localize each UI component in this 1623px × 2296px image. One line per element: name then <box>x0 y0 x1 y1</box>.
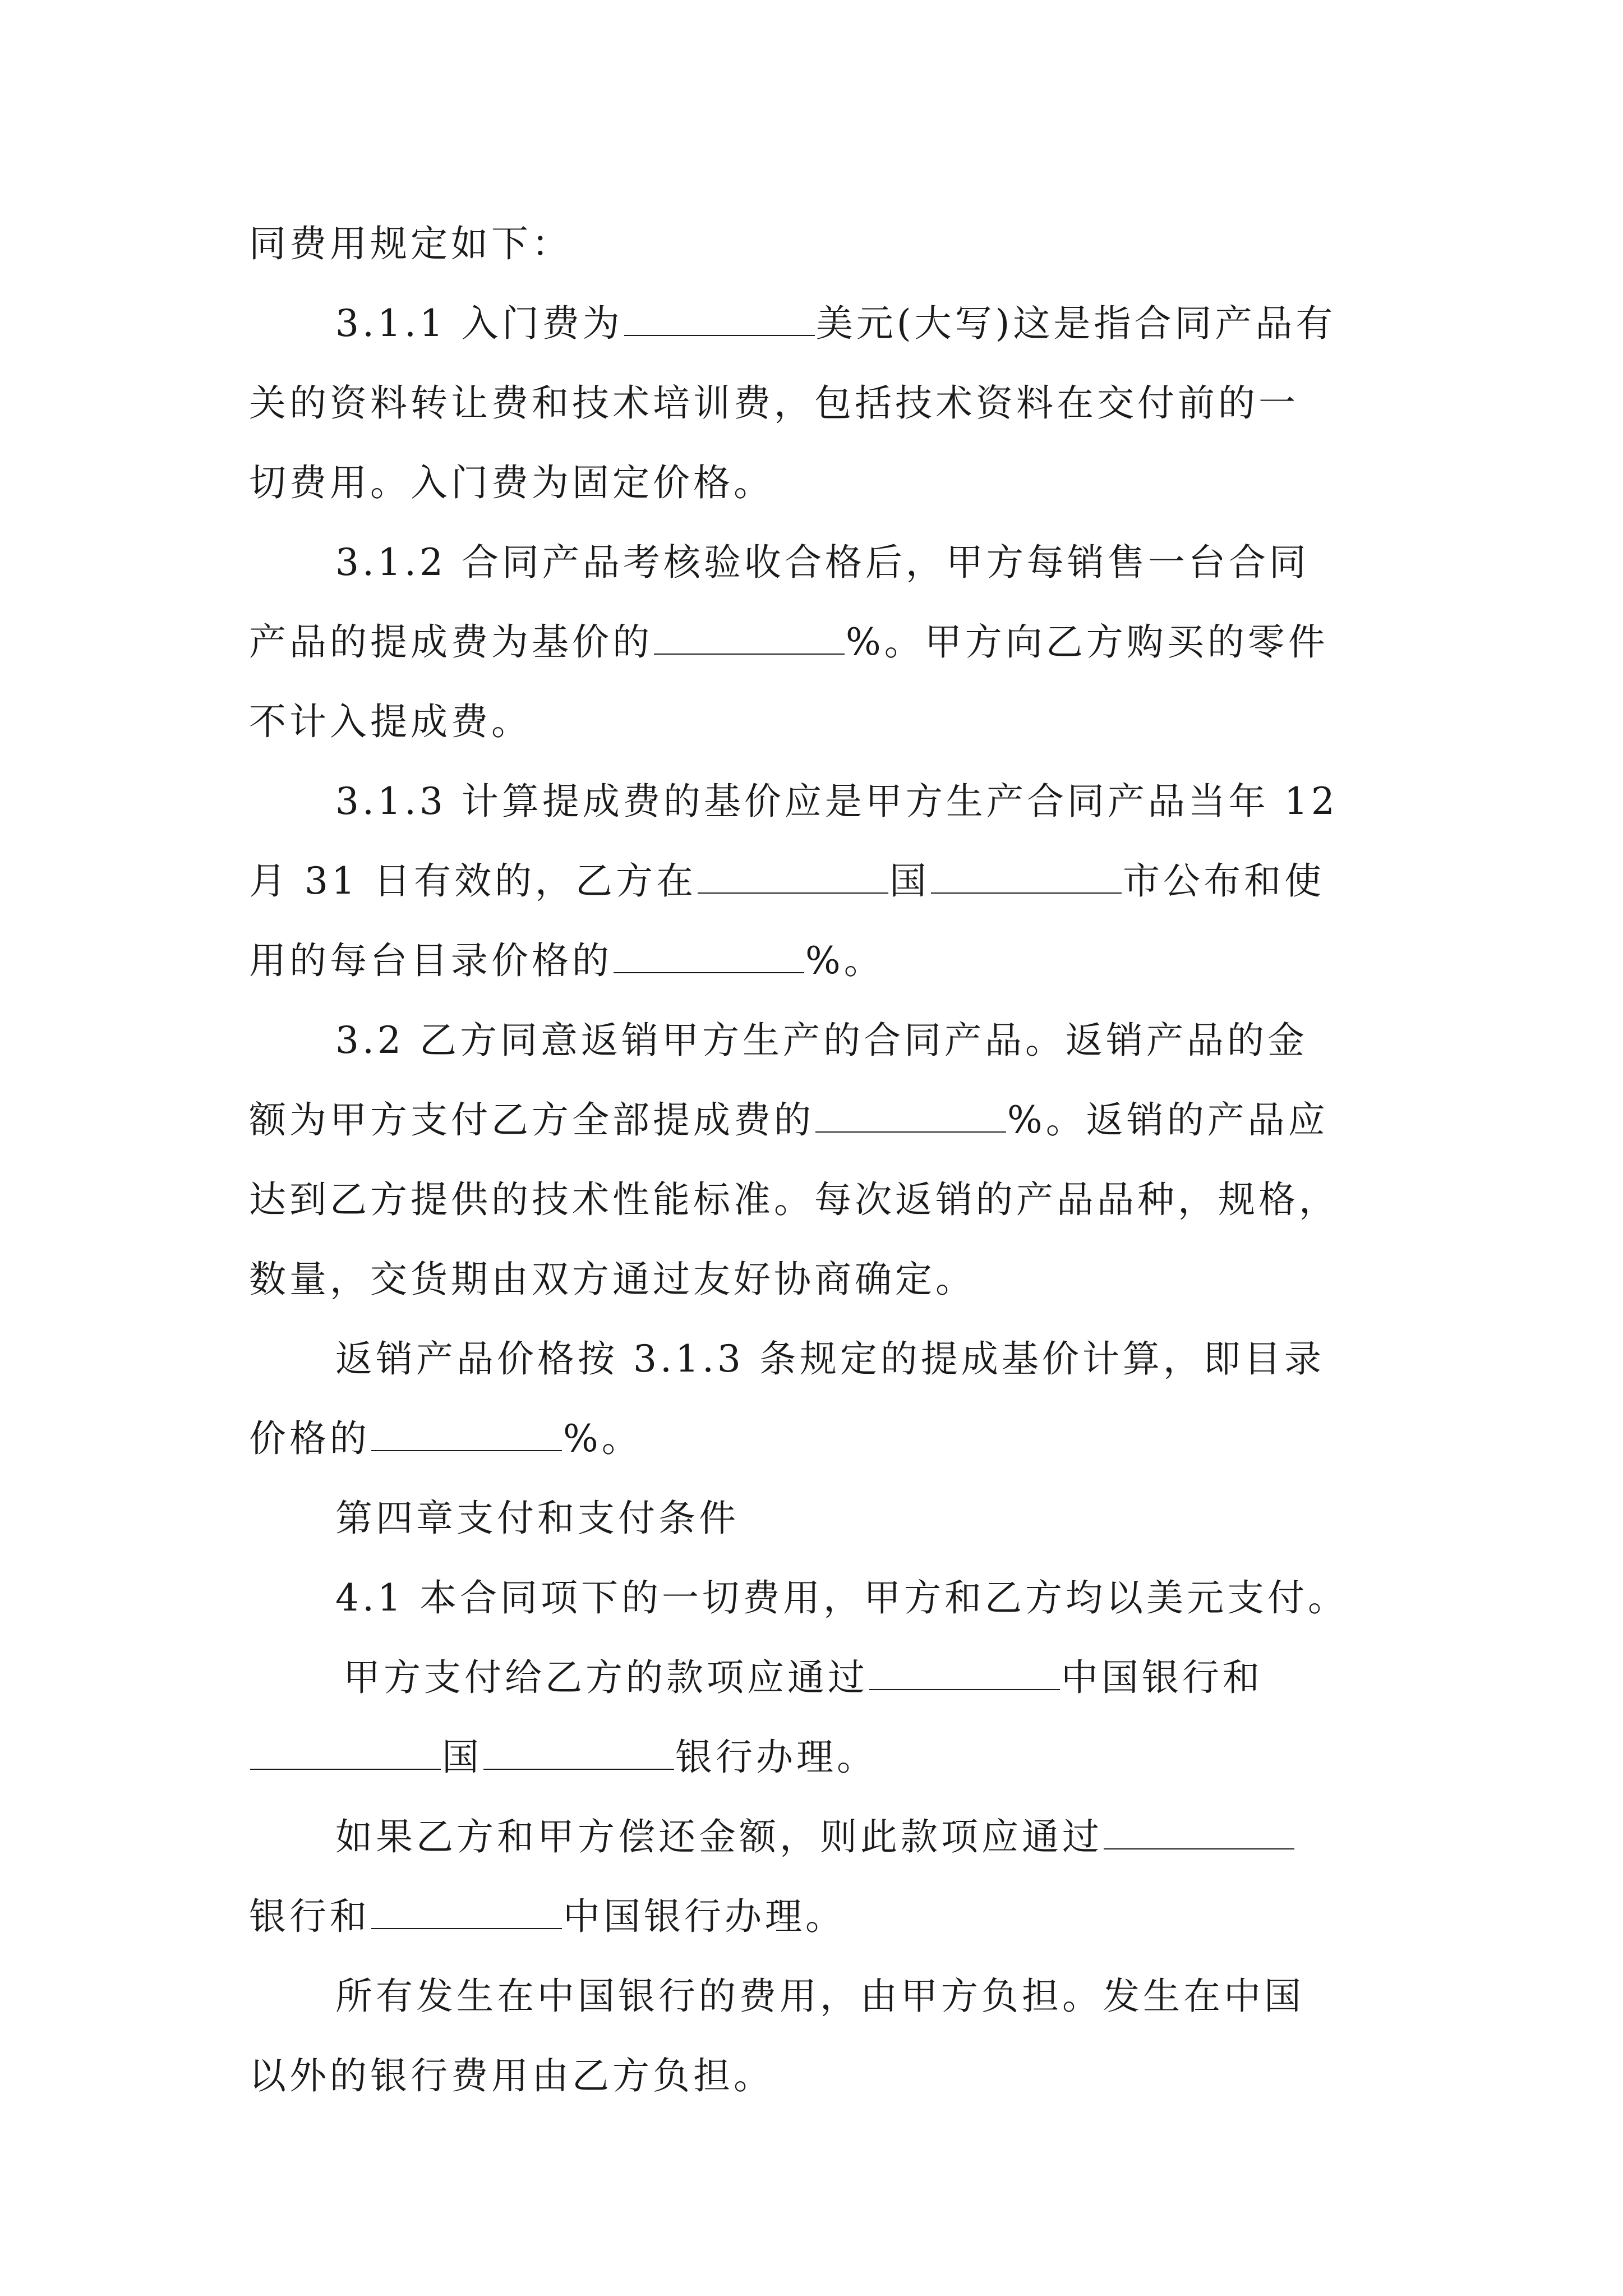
line-23 <box>335 1971 1304 2022</box>
line-4 <box>249 458 774 508</box>
text-segment: 银行办理。 <box>675 1736 877 1779</box>
fill-in-blank <box>624 302 815 336</box>
fill-in-blank <box>931 860 1122 894</box>
line-14 <box>249 1254 976 1305</box>
fill-in-blank <box>654 621 845 655</box>
text-segment: 切费用。入门费为固定价格。 <box>249 461 774 504</box>
line-20 <box>249 1732 877 1783</box>
text-segment: 额为甲方支付乙方全部提成费的 <box>249 1098 814 1142</box>
text-segment: %。返销的产品应 <box>1007 1098 1329 1142</box>
fill-in-blank <box>483 1736 674 1770</box>
text-segment: 美元(大写)这是指合同产品有 <box>815 302 1336 345</box>
text-segment: 市公布和使 <box>1122 859 1325 903</box>
fill-in-blank <box>815 1099 1006 1133</box>
text-segment: 3.2 乙方同意返销甲方生产的合同产品。返销产品的金 <box>335 1019 1308 1062</box>
line-17 <box>335 1493 739 1544</box>
text-segment: 关的资料转让费和技术培训费，包括技术资料在交付前的一 <box>249 381 1299 425</box>
line-3 <box>249 378 1299 429</box>
line-24 <box>249 2051 774 2101</box>
text-segment: 中国银行和 <box>1061 1656 1263 1699</box>
text-segment: 所有发生在中国银行的费用，由甲方负担。发生在中国 <box>335 1975 1304 2018</box>
text-segment: %。 <box>805 939 884 982</box>
line-8 <box>335 776 1338 827</box>
text-segment: 4.1 本合同项下的一切费用，甲方和乙方均以美元支付。 <box>335 1576 1348 1619</box>
text-segment: %。 <box>563 1417 642 1460</box>
line-10 <box>249 936 884 986</box>
text-segment: 3.1.2 合同产品考核验收合格后，甲方每销售一台合同 <box>335 541 1310 584</box>
text-segment: 用的每台目录价格的 <box>249 939 612 982</box>
text-segment: 甲方支付给乙方的款项应通过 <box>343 1656 868 1699</box>
fill-in-blank <box>869 1657 1060 1690</box>
line-22 <box>249 1892 846 1942</box>
text-segment: 价格的 <box>249 1417 370 1460</box>
section-heading: 第四章支付和支付条件 <box>335 1497 739 1540</box>
fill-in-blank <box>1104 1816 1294 1849</box>
text-segment: 3.1.3 计算提成费的基价应是甲方生产合同产品当年 12 <box>335 780 1338 823</box>
line-5 <box>335 537 1310 588</box>
fill-in-blank <box>698 860 888 894</box>
fill-in-blank <box>371 1418 562 1451</box>
line-6 <box>249 617 1329 668</box>
text-segment: 3.1.1 入门费为 <box>335 302 623 345</box>
line-11 <box>335 1015 1308 1066</box>
text-segment: 如果乙方和甲方偿还金额，则此款项应通过 <box>335 1815 1103 1858</box>
line-1 <box>249 219 572 269</box>
line-2 <box>335 298 1336 349</box>
text-segment: 国 <box>442 1736 482 1779</box>
line-12 <box>249 1095 1329 1145</box>
text-segment: 中国银行办理。 <box>563 1895 846 1938</box>
text-segment: 国 <box>889 859 930 903</box>
text-segment: 月 31 日有效的，乙方在 <box>249 859 697 903</box>
line-7 <box>249 697 532 747</box>
fill-in-blank <box>250 1736 441 1770</box>
line-19 <box>343 1653 1263 1703</box>
text-segment: %。甲方向乙方购买的零件 <box>846 620 1329 664</box>
line-9 <box>249 856 1325 907</box>
text-segment: 达到乙方提供的技术性能标准。每次返销的产品品种，规格， <box>249 1178 1339 1221</box>
fill-in-blank <box>371 1895 562 1929</box>
text-segment: 产品的提成费为基价的 <box>249 620 653 664</box>
text-segment: 同费用规定如下： <box>249 222 572 265</box>
text-segment: 银行和 <box>249 1895 370 1938</box>
line-16 <box>249 1414 642 1464</box>
line-18 <box>335 1573 1348 1623</box>
line-13 <box>249 1175 1339 1225</box>
text-segment: 返销产品价格按 3.1.3 条规定的提成基价计算，即目录 <box>335 1337 1325 1381</box>
line-21 <box>335 1812 1295 1862</box>
line-15 <box>335 1334 1325 1384</box>
fill-in-blank <box>614 940 804 973</box>
text-segment: 数量，交货期由双方通过友好协商确定。 <box>249 1258 976 1301</box>
text-segment: 不计入提成费。 <box>249 700 532 743</box>
text-segment: 以外的银行费用由乙方负担。 <box>249 2054 774 2097</box>
